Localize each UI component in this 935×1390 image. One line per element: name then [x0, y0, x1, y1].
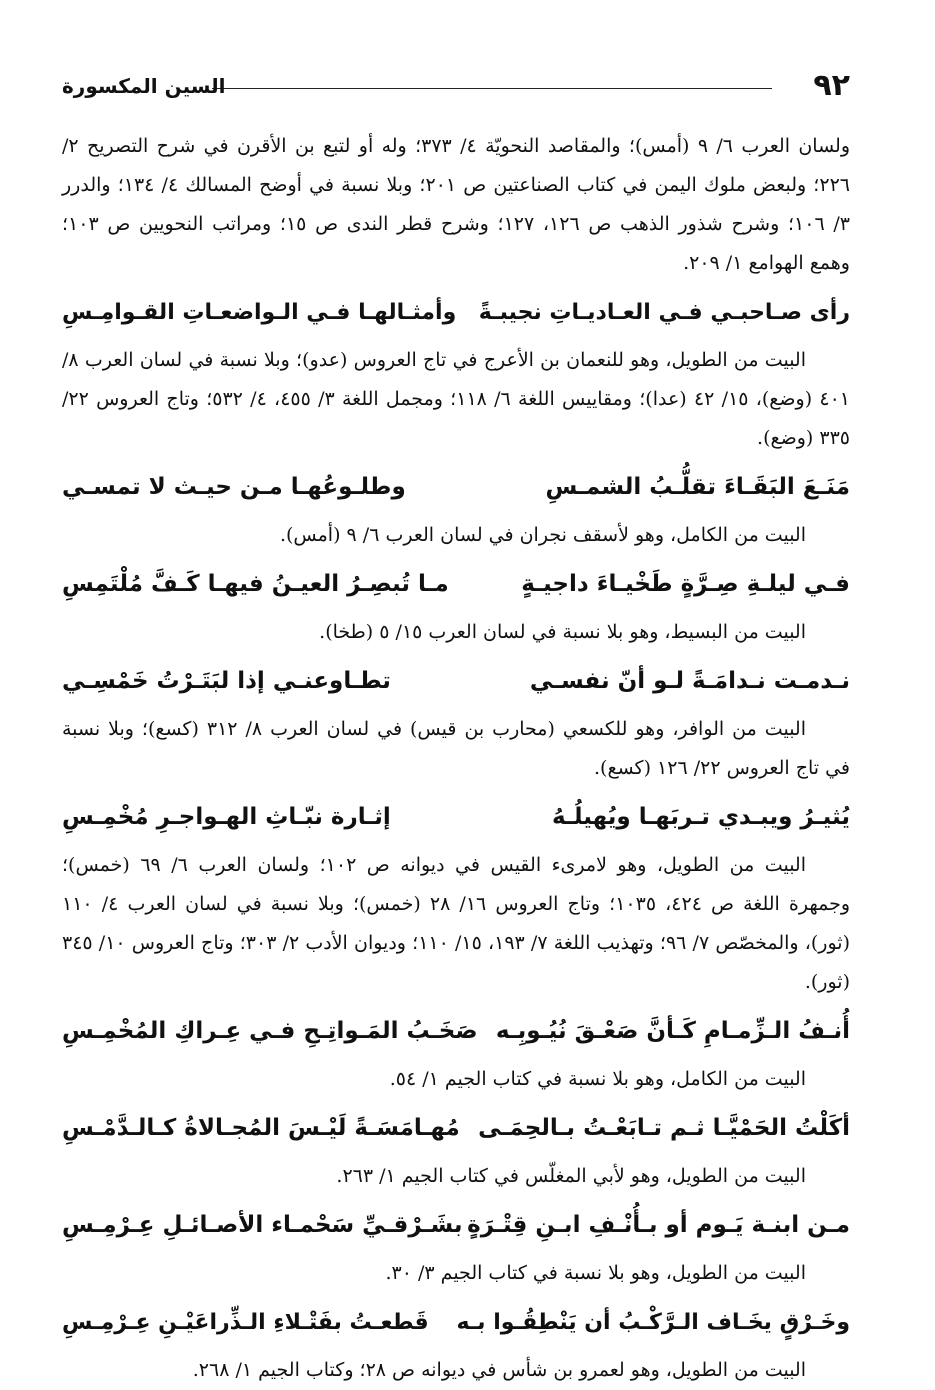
verse-second-hemistich: وأمثـالهـا فـي الـواضعـاتِ القـوامِـسِ	[62, 299, 457, 325]
verse-second-hemistich: تطـاوعنـي إذا لبَتَـرْتُ خَمْسِـي	[62, 668, 391, 694]
verse	[62, 1002, 850, 1060]
verse	[62, 652, 850, 710]
verse-second-hemistich: إثـارة نبّـاثِ الهـواجـرِ مُخْمِـسِ	[62, 804, 391, 830]
verse-first-hemistich: وخَـرْقٍ يخَـاف الـرَّكْـبُ أن يَنْطِقُـوا بـه	[456, 1309, 850, 1335]
verse	[62, 1196, 850, 1254]
verse-second-hemistich: مُهـامَسَـةً لَيْـسَ المُجـالاةُ كـالـدَّمْـسِ	[62, 1115, 460, 1141]
verse-citation: البيت من الطويل، وهو للنعمان بن الأعرج في تاج العروس (عدو)؛ وبلا نسبة في لسان العرب ٨/ ٤٠١ (وضع)، ١٥/ ٤٢ (عدا)؛ ومقاييس اللغة ٦/ ١١٨؛ ومجمل اللغة ٣/ ٤٥٥، ٤/ ٥٣٢؛ وتاج العروس ٢٢/ ٣٣٥ (وضع).	[62, 349, 851, 449]
page-body	[62, 127, 850, 1390]
header-rule	[212, 88, 772, 89]
verse-citation: البيت من البسيط، وهو بلا نسبة في لسان العرب ١٥/ ٥ (طخا).	[319, 621, 806, 643]
verse-second-hemistich: قَطعـتُ بفَتْـلاءِ الـذِّراعَيْـنِ عِـرْمِـسِ	[62, 1309, 429, 1335]
verse-citation: البيت من الطويل، وهو بلا نسبة في كتاب الجيم ٣/ ٣٠.	[385, 1262, 806, 1284]
verse-citation: البيت من الكامل، وهو لأسقف نجران في لسان العرب ٦/ ٩ (أمس).	[279, 524, 806, 546]
verse-first-hemistich: مَنَـعَ البَقَـاءَ تقلُّـبُ الشمـسِ	[545, 474, 850, 500]
verse-first-hemistich: مـن ابنـة يَـوم أو بـأُنْـفِ ابـنِ قِتْـرَةٍ	[467, 1212, 850, 1238]
page-number: ٩٢	[813, 68, 850, 103]
verse	[62, 555, 850, 613]
verse	[62, 458, 850, 516]
verse-citation: البيت من الكامل، وهو بلا نسبة في كتاب الجيم ١/ ٥٤.	[389, 1068, 806, 1090]
verse-first-hemistich: يُثيـرُ ويبـدي تـربَهـا ويُهيلُـهُ	[552, 804, 850, 830]
verse	[62, 1293, 850, 1351]
verse	[62, 283, 850, 341]
running-title: السين المكسورة	[62, 74, 226, 98]
page-header	[62, 66, 850, 106]
intro-note: ولسان العرب ٦/ ٩ (أمس)؛ والمقاصد النحويّة ٤/ ٣٧٣؛ وله أو لتبع بن الأقرن في شرح التصريح ٢/ ٢٢٦؛ ولبعض ملوك اليمن في كتاب الصناعتين ص ٢٠١؛ وبلا نسبة في أوضح المسالك ٤/ ١٣٤؛ والدرر ٣/ ١٠٦؛ وشرح شذور الذهب ص ١٢٦، ١٢٧؛ وشرح قطر الندى ص ١٥؛ ومراتب النحويين ص ١٠٣؛ وهمع الهوامع ١/ ٢٠٩.	[62, 135, 850, 274]
verse-first-hemistich: رأى صـاحبـي فـي العـاديـاتِ نجيبـةً	[478, 299, 850, 325]
verse-citation: البيت من الطويل، وهو لأبي المغلّس في كتاب الجيم ١/ ٢٦٣.	[336, 1165, 806, 1187]
verse	[62, 788, 850, 846]
verse-first-hemistich: أُنـفُ الـزِّمـامِ كَـأنَّ صَعْـقَ نُيُـوبِـه	[495, 1018, 850, 1044]
verse-second-hemistich: صَخَـبُ المَـواتِـحِ فـي عِـراكِ المُخْمِـسِ	[62, 1018, 478, 1044]
verse-citation: البيت من الوافر، وهو للكسعي (محارب بن قيس) في لسان العرب ٨/ ٣١٢ (كسع)؛ وبلا نسبة في تاج العروس ٢٢/ ١٢٦ (كسع).	[62, 718, 850, 779]
verse-citation: البيت من الطويل، وهو لامرىء القيس في ديوانه ص ١٠٢؛ ولسان العرب ٦/ ٦٩ (خمس)؛ وجمهرة اللغة ص ٤٢٤، ١٠٣٥؛ وتاج العروس ١٦/ ٢٨ (خمس)؛ وبلا نسبة في لسان العرب ٤/ ١١٠ (ثور)، والمخصّص ٧/ ٩٦؛ وتهذيب اللغة ٧/ ١٩٣، ١٥/ ١١٠؛ وديوان الأدب ٢/ ٣٠٣؛ وتاج العروس ١٠/ ٣٤٥ (ثور).	[62, 854, 851, 993]
verse-second-hemistich: مـا تُبصِـرُ العيـنُ فيهـا كَـفَّ مُلْتَمِسِ	[62, 571, 449, 597]
verse-second-hemistich: وطلـوعُهـا مـن حيـث لا تمسـي	[62, 474, 406, 500]
verse-first-hemistich: فـي ليلـةِ صِـرَّةٍ طَخْيـاءَ داجيـةٍ	[521, 571, 850, 597]
verse	[62, 1099, 850, 1157]
verse-citation: البيت من الطويل، وهو لعمرو بن شأس في ديوانه ص ٢٨؛ وكتاب الجيم ١/ ٢٦٨.	[192, 1359, 806, 1381]
verse-second-hemistich: بشَـرْقـيِّ سَحْمـاء الأصـائـلِ عِـرْمِـسِ	[62, 1212, 463, 1238]
verse-first-hemistich: أكَلْتُ الحَمْيَّـا ثـم تـابَعْـتُ بـالحِمَـى	[478, 1115, 850, 1141]
verse-first-hemistich: نـدمـت نـدامَـةً لـو أنّ نفسـي	[529, 668, 850, 694]
